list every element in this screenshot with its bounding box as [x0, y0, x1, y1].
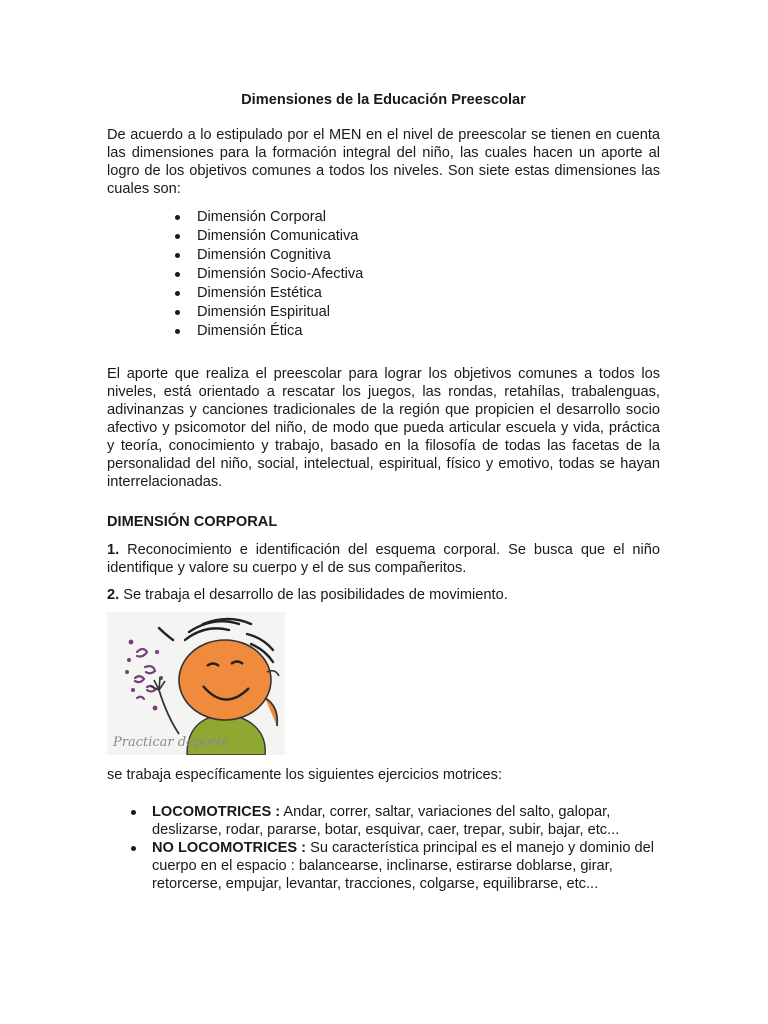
- exercise-term: NO LOCOMOTRICES :: [152, 840, 307, 856]
- list-item: [107, 803, 660, 839]
- list-item: Dimensión Socio-Afectiva: [107, 265, 363, 284]
- dimensions-list: [107, 208, 363, 341]
- document-title: Dimensiones de la Educación Preescolar: [241, 92, 526, 108]
- list-item: Dimensión Cognitiva: [107, 246, 363, 265]
- exercises-list: [107, 803, 660, 893]
- aporte-paragraph: El aporte que realiza el preescolar para lograr los objetivos comunes a todos los niveles, está orientado a rescatar los juegos, las rondas, retahílas, trabalenguas, adivinanzas y canciones tradicionales de la región que propicien el desarrollo socio afectivo y psicomotor del niño, de modo que pueda articular escuela y vida, práctica y teoría, conocimiento y trabajo, basado en la filosofía de todas las facetas de la personalidad del niño, social, intelectual, espiritual, físico y emotivo, todas se hayan interrelacionadas.: [107, 366, 660, 490]
- list-item: Dimensión Espiritual: [107, 303, 363, 322]
- item-text: Se trabaja el desarrollo de las posibilidades de movimiento.: [119, 587, 508, 603]
- list-item: Dimensión Ética: [107, 322, 363, 341]
- bullet-icon: [175, 310, 180, 315]
- numbered-item-1: [107, 541, 660, 577]
- bullet-icon: [175, 272, 180, 277]
- item-number: 1.: [107, 542, 120, 558]
- item-number: 2.: [107, 587, 120, 603]
- numbered-item-2: [107, 586, 660, 604]
- item-text: Reconocimiento e identificación del esquema corporal. Se busca que el niño identifique y valore su cuerpo y el de sus compañeritos.: [107, 542, 660, 576]
- list-item: [107, 839, 660, 893]
- bullet-icon: [175, 329, 180, 334]
- list-item: Dimensión Comunicativa: [107, 227, 363, 246]
- list-item: Dimensión Corporal: [107, 208, 363, 227]
- bullet-icon: [175, 291, 180, 296]
- exercise-text: Andar, correr, saltar, variaciones del salto, galopar, deslizarse, rodar, pararse, botar, esquivar, caer, trepar, subir, bajar, etc...: [152, 804, 620, 838]
- bullet-icon: [175, 253, 180, 258]
- bullet-icon: [131, 810, 136, 815]
- bullet-icon: [175, 215, 180, 220]
- section-heading: DIMENSIÓN CORPORAL: [107, 514, 278, 530]
- child-sport-illustration: [107, 612, 285, 755]
- bullet-icon: [175, 234, 180, 239]
- face: [179, 640, 271, 720]
- exercise-term: LOCOMOTRICES :: [152, 804, 281, 820]
- illustration-caption: Practicar deporte: [113, 735, 230, 750]
- exercise-text: Su característica principal es el manejo y dominio del cuerpo en el espacio : balancearse, inclinarse, estirarse doblarse, girar, retorcerse, empujar, levantar, tracciones, colgarse, equilibrarse, etc...: [152, 840, 655, 892]
- exercises-intro: se trabaja específicamente los siguientes ejercicios motrices:: [107, 767, 503, 783]
- bullet-icon: [131, 846, 136, 851]
- intro-paragraph: De acuerdo a lo estipulado por el MEN en el nivel de preescolar se tienen en cuenta las dimensiones para la formación integral del niño, las cuales hacen un aporte al logro de los objetivos comunes a todos los niveles. Son siete estas dimensiones las cuales son:: [107, 127, 660, 197]
- list-item: Dimensión Estética: [107, 284, 363, 303]
